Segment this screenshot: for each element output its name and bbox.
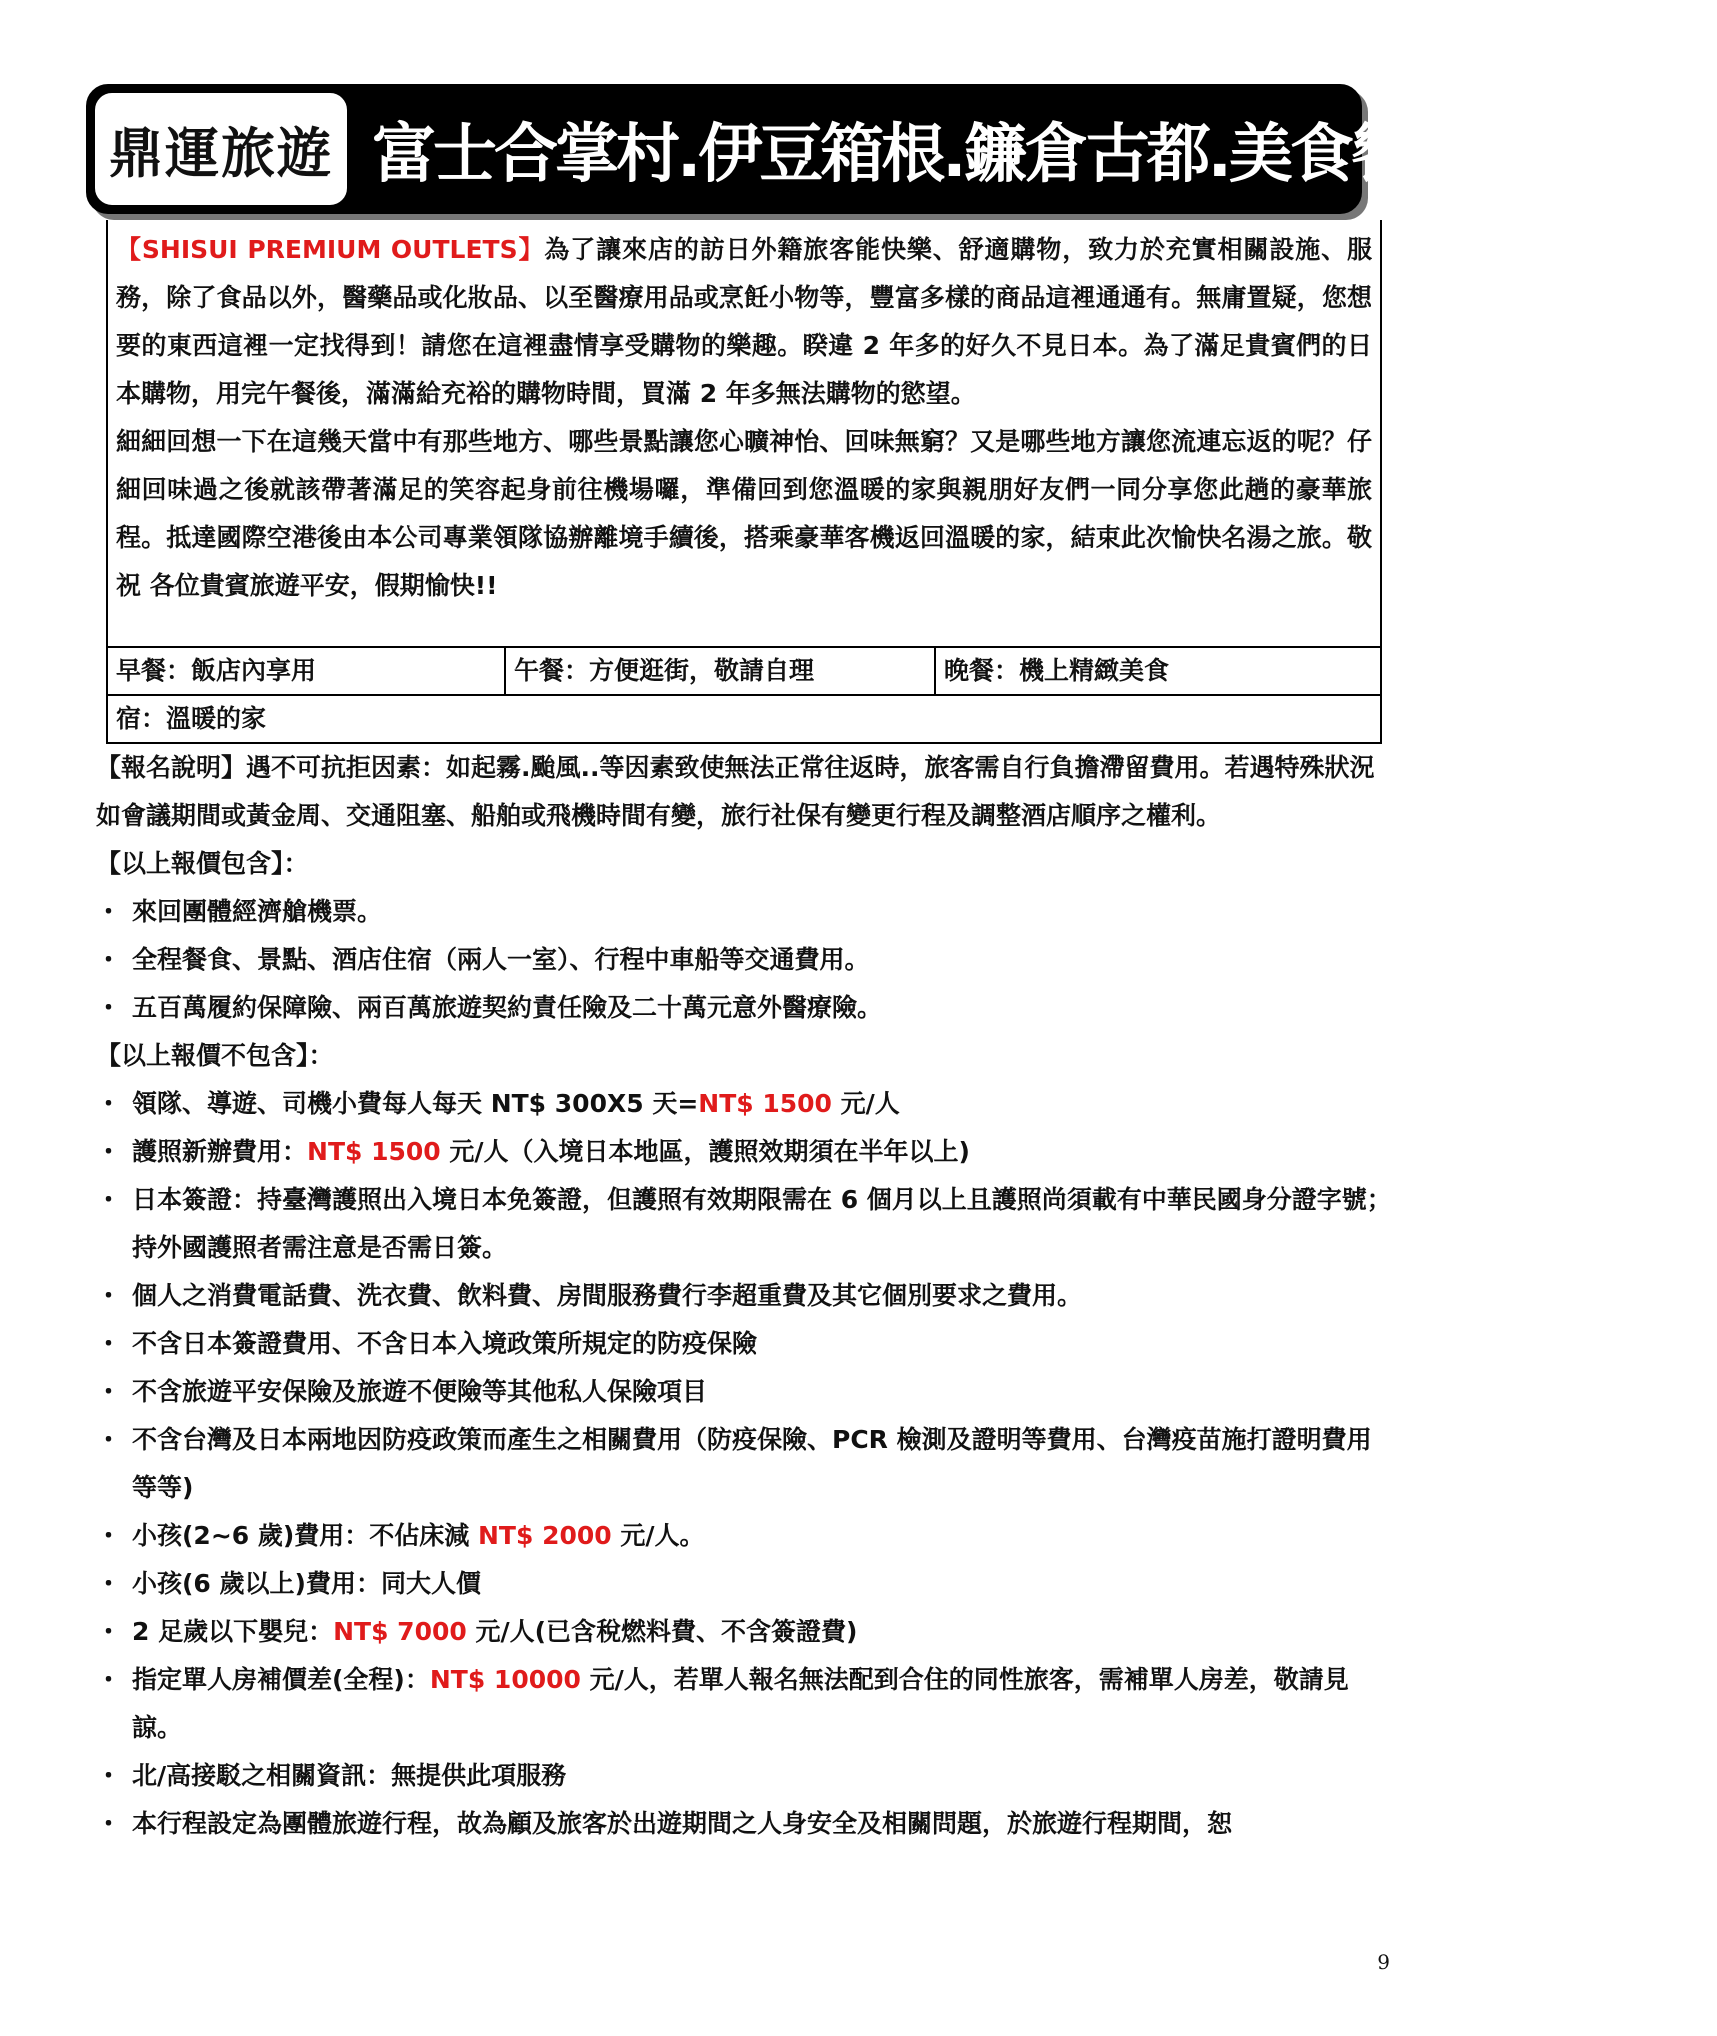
brand-box <box>92 90 350 208</box>
tips-unit: 元/人 <box>831 1089 900 1118</box>
included-item: ・ 來回團體經濟艙機票。 <box>96 888 1396 936</box>
single-price: NT$ 10000 <box>429 1665 581 1694</box>
passport-unit: 元/人（入境日本地區，護照效期須在半年以上) <box>440 1137 970 1166</box>
tips-price: NT$ 1500 <box>698 1089 832 1118</box>
included-item: ・ 全程餐食、景點、酒店住宿（兩人一室）、行程中車船等交通費用。 <box>96 936 1396 984</box>
accommodation-cell: 宿：溫暖的家 <box>116 704 267 733</box>
breakfast-cell: 早餐：飯店內享用 <box>108 648 506 694</box>
excluded-item-infant <box>96 1608 1396 1656</box>
excluded-item-covid: ・ 不含台灣及日本兩地因防疫政策而產生之相關費用（防疫保險、PCR 檢測及證明等費用、台灣疫苗施打證明費用等等) <box>96 1416 1396 1512</box>
description-paragraph-1 <box>116 226 1372 418</box>
included-item: ・ 五百萬履約保障險、兩百萬旅遊契約責任險及二十萬元意外醫療險。 <box>96 984 1396 1032</box>
single-unit: 元/人，若單人報名無法配到合住的同性旅客，需補單人房差，敬請見諒。 <box>132 1665 1349 1742</box>
excluded-item-shuttle: ・ 北/高接駁之相關資訊：無提供此項服務 <box>96 1752 1396 1800</box>
outlet-text: 為了讓來店的訪日外籍旅客能快樂、舒適購物，致力於充實相關設施、服務，除了食品以外，醫藥品或化妝品、以至醫療用品或烹飪小物等，豐富多樣的商品這裡通通有。無庸置疑，您想要的東西這裡一定找得到！請您在這裡盡情享受購物的樂趣。睽違 2 年多的好久不見日本。為了滿足貴賓們的日本購物，用完午餐後，滿滿給充裕的購物時間，買滿 2 年多無法購物的慾望。 <box>116 235 1372 408</box>
header-banner <box>86 84 1717 214</box>
excluded-item-single-room <box>96 1656 1396 1752</box>
day-description <box>106 220 1382 648</box>
dinner-cell: 晚餐：機上精緻美食 <box>944 656 1170 685</box>
excluded-item-group: ・ 本行程設定為團體旅遊行程，故為顧及旅客於出遊期間之人身安全及相關問題，於旅遊行程期間，恕 <box>96 1800 1396 1848</box>
meals-row <box>106 646 1382 696</box>
infant-unit: 元/人(已含稅燃料費、不含簽證費) <box>466 1617 858 1646</box>
excluded-item-child-6: ・ 小孩(6 歲以上)費用：同大人價 <box>96 1560 1396 1608</box>
excluded-item-visa: ・ 日本簽證：持臺灣護照出入境日本免簽證，但護照有效期限需在 6 個月以上且護照尚須載有中華民國身分證字號；持外國護照者需注意是否需日簽。 <box>96 1176 1396 1272</box>
excluded-item-insurance: ・ 不含旅遊平安保險及旅遊不便險等其他私人保險項目 <box>96 1368 1396 1416</box>
lunch-cell: 午餐：方便逛街，敬請自理 <box>506 648 936 694</box>
page-number: 9 <box>1377 1950 1390 1974</box>
terms-section <box>96 744 1396 1848</box>
tour-title: 富士合掌村.伊豆箱根.鐮倉古都.美食饗宴溫泉五日 <box>372 118 1717 192</box>
excluded-item-visa-fee: ・ 不含日本簽證費用、不含日本入境政策所規定的防疫保險 <box>96 1320 1396 1368</box>
child-unit: 元/人。 <box>611 1521 705 1550</box>
infant-price: NT$ 7000 <box>333 1617 467 1646</box>
description-paragraph-2: 細細回想一下在這幾天當中有那些地方、哪些景點讓您心曠神怡、回味無窮？又是哪些地方讓您流連忘返的呢？仔細回味過之後就該帶著滿足的笑容起身前往機場囉，準備回到您溫暖的家與親朋好友們一同分享您此趟的豪華旅程。抵達國際空港後由本公司專業領隊協辦離境手續後，搭乘豪華客機返回溫暖的家，結束此次愉快名湯之旅。敬祝 各位貴賓旅遊平安，假期愉快!! <box>116 427 1372 600</box>
outlet-name: 【SHISUI PREMIUM OUTLETS】 <box>116 235 545 264</box>
registration-notes: 【報名說明】遇不可抗拒因素：如起霧.颱風..等因素致使無法正常往返時，旅客需自行負擔滯留費用。若遇特殊狀況如會議期間或黃金周、交通阻塞、船舶或飛機時間有變，旅行社保有變更行程及調整酒店順序之權利。 <box>96 753 1375 830</box>
passport-price: NT$ 1500 <box>307 1137 441 1166</box>
excluded-item-tips <box>96 1080 1396 1128</box>
passport-text: 護照新辦費用： <box>132 1137 308 1166</box>
itinerary-header <box>86 84 1717 220</box>
excluded-item-personal: ・ 個人之消費電話費、洗衣費、飲料費、房間服務費行李超重費及其它個別要求之費用。 <box>96 1272 1396 1320</box>
infant-text: 2 足歲以下嬰兒： <box>132 1617 334 1646</box>
brand-name: 鼎運旅遊 <box>109 121 333 185</box>
single-text: 指定單人房補價差(全程)： <box>132 1665 430 1694</box>
child-price: NT$ 2000 <box>478 1521 612 1550</box>
accommodation-row <box>106 694 1382 744</box>
tips-text: 領隊、導遊、司機小費每人每天 NT$ 300X5 天= <box>132 1089 699 1118</box>
excluded-item-child <box>96 1512 1396 1560</box>
excluded-header: 【以上報價不包含】： <box>96 1041 334 1070</box>
included-header: 【以上報價包含】： <box>96 849 309 878</box>
child-text: 小孩(2~6 歲)費用：不佔床減 <box>132 1521 478 1550</box>
excluded-item-passport <box>96 1128 1396 1176</box>
